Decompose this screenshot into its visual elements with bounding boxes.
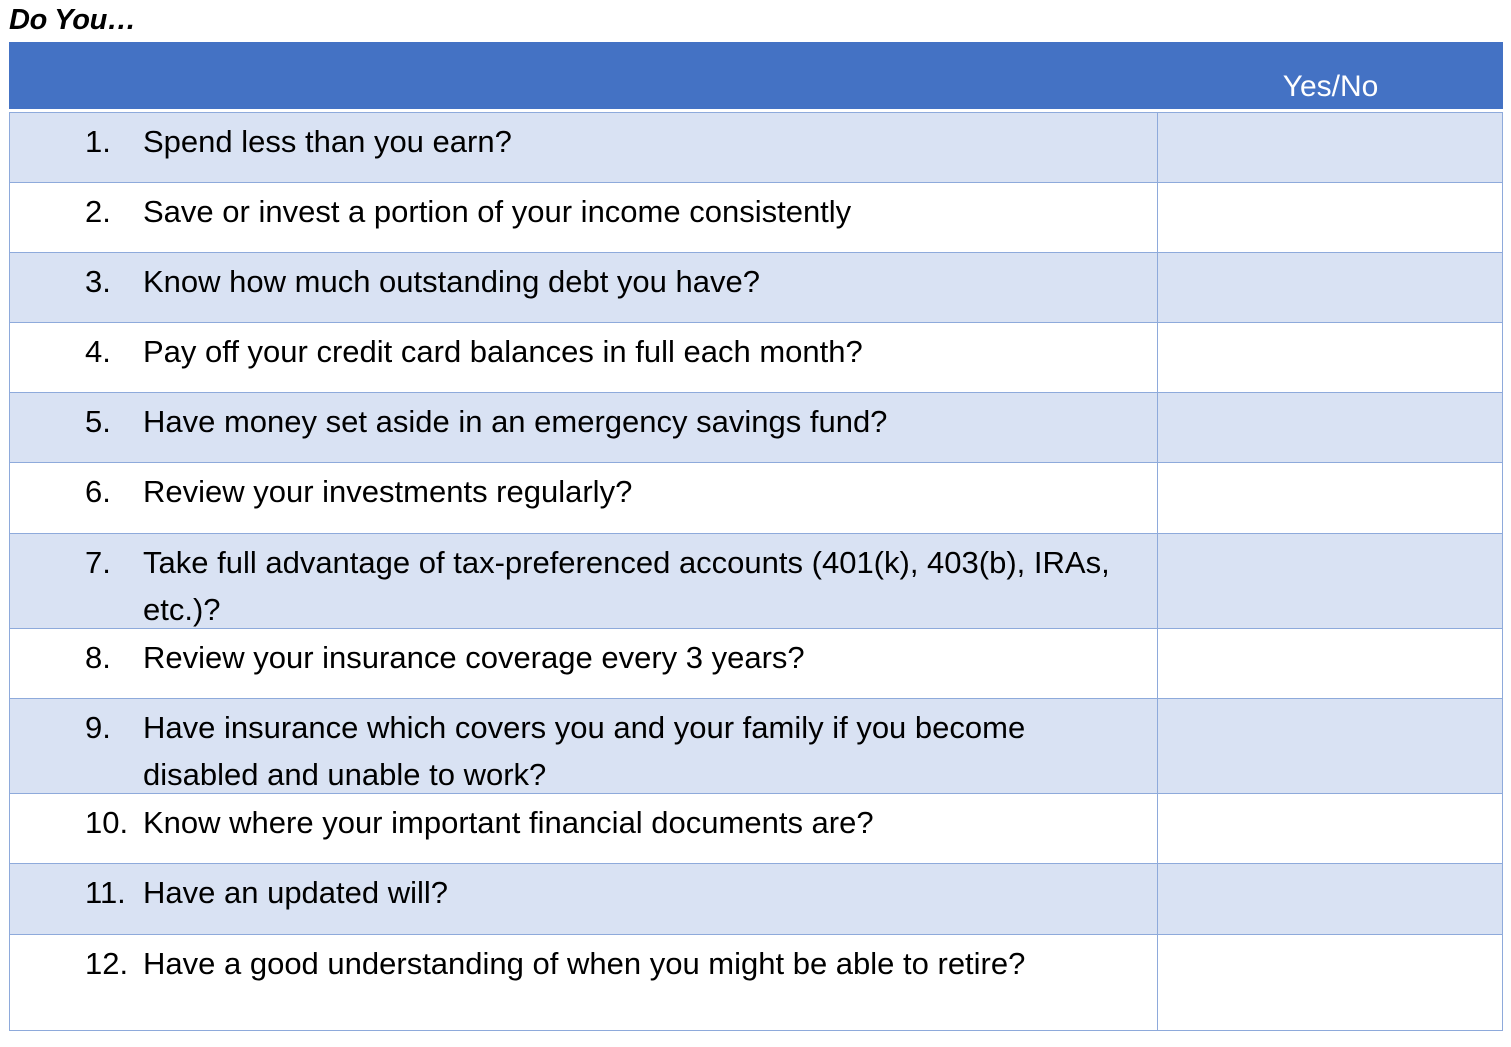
question-cell <box>10 393 1158 462</box>
question-cell <box>10 699 1158 793</box>
question-row-6 <box>9 463 1503 534</box>
question-number: 6. <box>85 474 111 509</box>
answer-cell[interactable] <box>1158 794 1502 863</box>
question-row-2 <box>9 183 1503 253</box>
answer-cell[interactable] <box>1158 113 1502 182</box>
question-row-5 <box>9 393 1503 463</box>
answer-cell[interactable] <box>1158 534 1502 628</box>
question-text: Review your insurance coverage every 3 years? <box>143 640 805 675</box>
question-number: 12. <box>85 946 129 981</box>
page-title: Do You… <box>9 4 136 36</box>
question-text: Spend less than you earn? <box>143 124 512 159</box>
answer-cell[interactable] <box>1158 323 1502 392</box>
question-number: 11. <box>85 875 126 910</box>
question-number: 5. <box>85 404 111 439</box>
question-row-12 <box>9 935 1503 1031</box>
question-number: 8. <box>85 640 111 675</box>
question-text: Know how much outstanding debt you have? <box>143 264 760 299</box>
question-cell <box>10 794 1158 863</box>
answer-cell[interactable] <box>1158 253 1502 322</box>
question-row-1 <box>9 112 1503 183</box>
answer-cell[interactable] <box>1158 864 1502 934</box>
answer-cell[interactable] <box>1158 183 1502 252</box>
question-cell <box>10 629 1158 698</box>
answer-cell[interactable] <box>1158 935 1502 1030</box>
question-row-3 <box>9 253 1503 323</box>
question-number: 10. <box>85 805 129 840</box>
question-text: Have insurance which covers you and your family if you become disabled and unable to work? <box>143 710 1026 792</box>
question-text: Review your investments regularly? <box>143 474 633 509</box>
question-text: Save or invest a portion of your income consistently <box>143 194 852 229</box>
question-cell <box>10 323 1158 392</box>
question-text: Know where your important financial documents are? <box>143 805 874 840</box>
question-number: 1. <box>85 124 111 159</box>
question-cell <box>10 113 1158 182</box>
question-text: Have an updated will? <box>143 875 449 910</box>
question-cell <box>10 864 1158 934</box>
question-cell <box>10 183 1158 252</box>
question-row-10 <box>9 794 1503 864</box>
question-row-4 <box>9 323 1503 393</box>
question-number: 2. <box>85 194 111 229</box>
question-cell <box>10 463 1158 533</box>
question-cell <box>10 534 1158 628</box>
question-text: Have money set aside in an emergency savings fund? <box>143 404 888 439</box>
question-text: Have a good understanding of when you might be able to retire? <box>143 946 1026 981</box>
question-number: 3. <box>85 264 111 299</box>
question-row-7 <box>9 534 1503 629</box>
question-row-11 <box>9 864 1503 935</box>
question-row-9 <box>9 699 1503 794</box>
question-text: Pay off your credit card balances in full each month? <box>143 334 863 369</box>
question-cell <box>10 253 1158 322</box>
question-number: 7. <box>85 545 111 580</box>
question-number: 4. <box>85 334 111 369</box>
question-cell <box>10 935 1158 1030</box>
answer-cell[interactable] <box>1158 463 1502 533</box>
questionnaire-table <box>9 42 1503 1031</box>
answer-cell[interactable] <box>1158 393 1502 462</box>
answer-cell[interactable] <box>1158 629 1502 698</box>
question-row-8 <box>9 629 1503 699</box>
question-text: Take full advantage of tax-preferenced accounts (401(k), 403(b), IRAs, etc.)? <box>143 545 1110 627</box>
table-header <box>9 42 1503 112</box>
answer-column-header: Yes/No <box>1282 70 1379 103</box>
question-number: 9. <box>85 710 111 745</box>
answer-cell[interactable] <box>1158 699 1502 793</box>
